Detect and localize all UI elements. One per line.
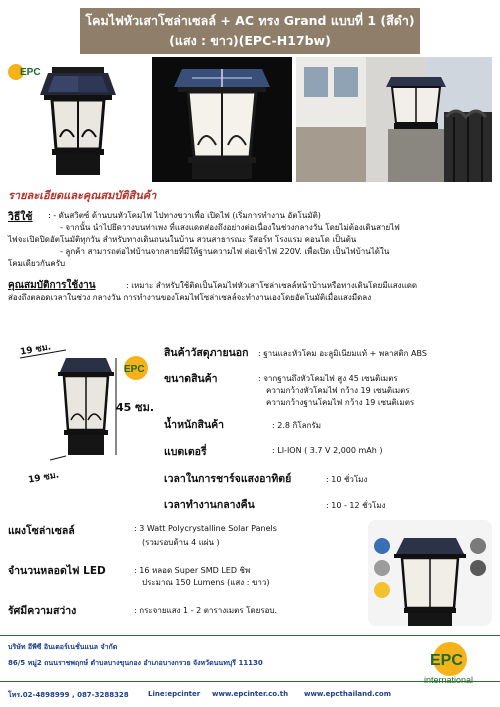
- led-value-1: : 16 หลอด Super SMD LED ชิพ: [134, 566, 251, 575]
- usage-line-5: โคมเดียวกันครับ: [8, 259, 66, 268]
- spec-material-value: : ฐานและหัวโคม อะลูมิเนียมแท้ + พลาสติก ABS: [258, 349, 427, 358]
- properties-line-1: : เหมาะ สำหรับใช้ติดเป็นโคมไฟหัวเสาโซล่าเซลล์หน้าบ้านหรือทางเดินโดยมีแสงแดด: [126, 281, 418, 290]
- spec-weight-value: : 2.8 กิโลกรัม: [272, 421, 321, 430]
- footer-logo-sub: international: [424, 675, 474, 685]
- footer-company: บริษัท อีพีซี อินเตอร์เนชั่นแนล จำกัด: [8, 643, 118, 651]
- usage-line-3: ไฟจะเปิดปิดอัตโนมัติทุกวัน สำหรับทางเดินถนนในบ้าน สวนสาธารณะ รีสอร์ท โรงแรม คอนโด เป็นต้น: [8, 235, 357, 244]
- led-label: จำนวนหลอดไฟ LED: [8, 565, 106, 577]
- svg-text:EPC: EPC: [430, 652, 463, 669]
- section-heading: รายละเอียดและคุณสมบัติสินค้า: [8, 189, 157, 202]
- footer-phone: โทร.02-4898999 , 087-3288328: [8, 691, 129, 699]
- spec-size-value-2: ความกว้างหัวโคมไฟ กว้าง 19 เซนติเมตร: [266, 386, 410, 395]
- dim-height: 45 ซม.: [116, 401, 155, 414]
- radius-value: : กระจายแสง 1 - 2 ตารางเมตร โดยรอบ.: [134, 606, 278, 615]
- epc-logo-mid: [118, 352, 154, 388]
- usage-line-4: - ลูกค้า สามารถต่อไฟบ้านจากสายที่มีให้ฐานความไฟ ต่อเข้าไฟ 220V. เพื่อเปิด เป็นไฟบ้านได้ใน: [60, 247, 390, 256]
- solar-value-2: (รวมรอบด้าน 4 แผ่น ): [142, 538, 220, 547]
- spec-size-value-3: ความกว้างฐานโคมไฟ กว้าง 19 เซนติเมตร: [266, 398, 415, 407]
- dim-width-bottom: 19 ซม.: [27, 470, 60, 486]
- title-line-2: (แสง : ขาว)(EPC-H17bw): [169, 33, 331, 48]
- spec-charge-value: : 10 ชั่วโมง: [326, 475, 368, 484]
- spec-charge-label: เวลาในการชาร์จแสงอาทิตย์: [164, 473, 292, 485]
- spec-weight-label: น้ำหนักสินค้า: [164, 419, 225, 431]
- spec-material-label: สินค้าวัสดุภายนอก: [164, 347, 249, 359]
- spec-battery-label: แบตเตอรี่: [164, 446, 207, 458]
- title-line-1: โคมไฟหัวเสาโซล่าเซลล์ + AC ทรง Grand แบบที่ 1 (สีดำ): [85, 13, 415, 28]
- usage-line-2: - จากนั้น นำไปยึดวางบนท่าเพง ที่แสงแดดส่องถึงอย่างต่อเนื่องในช่วงกลางวัน โดยไม่ต้องเดินสายไฟ: [60, 223, 400, 232]
- spec-size-value-1: : จากฐานถึงหัวโคมไฟ สูง 45 เซนติเมตร: [258, 374, 398, 383]
- properties-label: คุณสมบัติการใช้งาน: [8, 280, 96, 291]
- dimension-diagram: [8, 340, 128, 500]
- svg-text:EPC: EPC: [124, 364, 145, 375]
- product-card: [368, 520, 492, 626]
- title-banner: [80, 8, 420, 54]
- usage-label: วิธีใช้: [8, 211, 33, 223]
- properties-line-2: ส่องถึงตลอดเวลาในช่วง กลางวัน การทำงานของโคมไฟโซล่าเซลล์จะทำงานเองโดยอัตโนมัติเมื่อแสงมืดลง: [8, 293, 372, 302]
- solar-label: แผงโซล่าเซลล์: [8, 525, 75, 537]
- spec-runtime-value: : 10 - 12 ชั่วโมง: [326, 501, 386, 510]
- usage-line-1: : - ดันสวิตซ์ ด้านบนหัวโคมไฟ ไปทางขวาเพื่อ เปิดไฟ (เริ่มการทำงาน อัตโนมัติ): [48, 211, 321, 220]
- footer-line: Line:epcinter: [148, 690, 201, 698]
- led-value-2: ประมาณ 150 Lumens (แสง : ขาว): [142, 578, 270, 587]
- dim-width-top: 19 ซม.: [19, 342, 52, 358]
- footer-address: 86/5 หมู่2 ถนนราชพฤกษ์ ตำบลบางขุนกอง อำเภอบางกรวย จังหวัดนนทบุรี 11130: [8, 659, 263, 667]
- footer-web-2[interactable]: www.epcthailand.com: [304, 690, 392, 698]
- footer-web-1[interactable]: www.epcinter.co.th: [212, 690, 289, 698]
- svg-text:EPC: EPC: [20, 67, 41, 78]
- spec-size-label: ขนาดสินค้า: [164, 373, 218, 385]
- radius-label: รัศมีความสว่าง: [8, 605, 77, 617]
- spec-runtime-label: เวลาทำงานกลางคืน: [164, 499, 255, 511]
- footer: [0, 635, 500, 707]
- epc-logo-small: [6, 60, 50, 90]
- epc-logo-footer: [410, 639, 490, 689]
- product-photo-night: [152, 57, 292, 182]
- solar-value-1: : 3 Watt Polycrystalline Solar Panels: [134, 524, 277, 533]
- spec-battery-value: : LI-ION ( 3.7 V 2,000 mAh ): [272, 446, 383, 455]
- product-photo-installed: [296, 57, 492, 182]
